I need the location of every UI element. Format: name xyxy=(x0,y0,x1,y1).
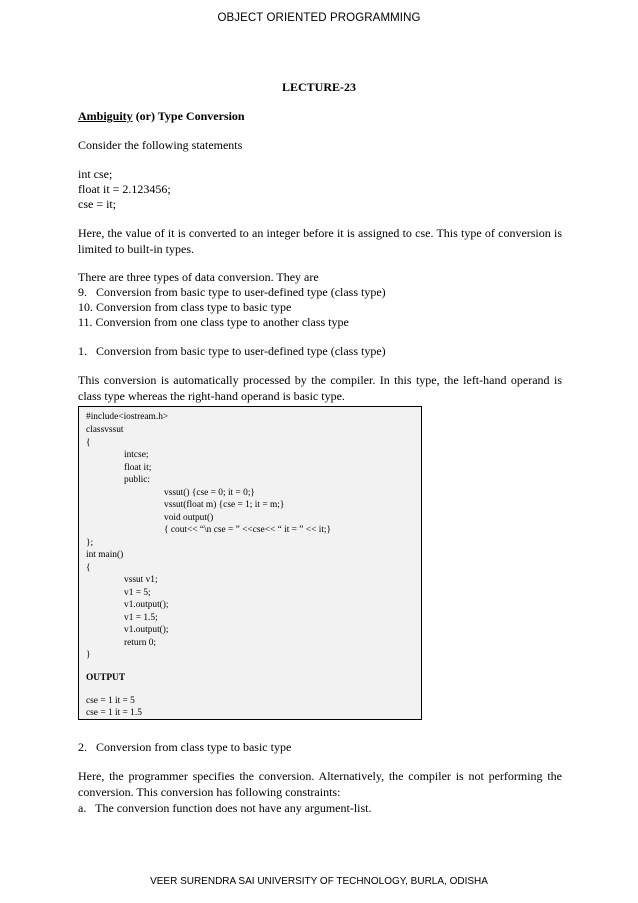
output-line: cse = 1 it = 5 xyxy=(86,696,135,706)
code-line: v1.output(); xyxy=(124,625,169,635)
code-block xyxy=(78,406,422,720)
intro-text: Consider the following statements xyxy=(78,138,243,152)
explanation-paragraph: Here, the value of it is converted to an integer before it is assigned to cse. This type of conversion is limited to built-in types. xyxy=(78,226,562,256)
lecture-title: LECTURE-23 xyxy=(281,80,356,94)
subsection-1-description: This conversion is automatically processed by the compiler. In this type, the left-hand operand is class type whereas the right-hand operand is basic type. xyxy=(78,373,562,403)
list-item: 11. Conversion from one class type to another class type xyxy=(78,315,349,329)
code-line: { xyxy=(86,563,91,573)
statement-line: float it = 2.123456; xyxy=(78,182,171,196)
output-line: cse = 1 it = 1.5 xyxy=(86,708,142,718)
code-line: vssut() {cse = 0; it = 0;} xyxy=(164,488,255,498)
code-line: return 0; xyxy=(124,638,157,648)
code-line: v1.output(); xyxy=(124,600,169,610)
subsection-2-title: 2. Conversion from class type to basic type xyxy=(78,740,292,754)
code-line: #include<iostream.h> xyxy=(86,412,169,422)
code-line: { xyxy=(86,438,91,448)
types-intro: There are three types of data conversion. They are xyxy=(78,270,319,284)
code-line: void output() xyxy=(164,513,214,523)
code-line: } xyxy=(86,650,91,660)
statement-line: cse = it; xyxy=(78,197,117,211)
statement-line: int cse; xyxy=(78,167,113,181)
constraint-item: a. The conversion function does not have any argument-list. xyxy=(78,801,372,815)
code-line: v1 = 5; xyxy=(124,588,151,598)
code-line: vssut(float m) {cse = 1; it = m;} xyxy=(164,500,285,510)
output-label: OUTPUT xyxy=(86,673,126,683)
code-line: { cout<< “\n cse = ” <<cse<< “ it = ” << it;} xyxy=(164,525,332,535)
code-line: classvssut xyxy=(86,425,124,435)
code-line: int main() xyxy=(86,550,124,560)
subsection-2-description: Here, the programmer specifies the conversion. Alternatively, the compiler is not performing the conversion. This conversion has following constraints: xyxy=(78,769,562,799)
subsection-1-title: 1. Conversion from basic type to user-defined type (class type) xyxy=(78,344,386,358)
page-footer: VEER SURENDRA SAI UNIVERSITY OF TECHNOLOGY, BURLA, ODISHA xyxy=(150,876,488,887)
code-line: intcse; xyxy=(124,450,149,460)
code-line: public: xyxy=(124,475,151,485)
section-heading-rest: (or) Type Conversion xyxy=(132,109,245,123)
list-item: 10. Conversion from class type to basic type xyxy=(78,300,292,314)
code-line: float it; xyxy=(124,463,152,473)
page-header: OBJECT ORIENTED PROGRAMMING xyxy=(217,12,421,24)
code-line: vssut v1; xyxy=(124,575,158,585)
code-line: }; xyxy=(86,538,94,548)
section-heading xyxy=(78,108,245,124)
code-line: v1 = 1.5; xyxy=(124,613,158,623)
section-heading-underlined: Ambiguity xyxy=(78,109,133,123)
list-item: 9. Conversion from basic type to user-defined type (class type) xyxy=(78,285,386,299)
